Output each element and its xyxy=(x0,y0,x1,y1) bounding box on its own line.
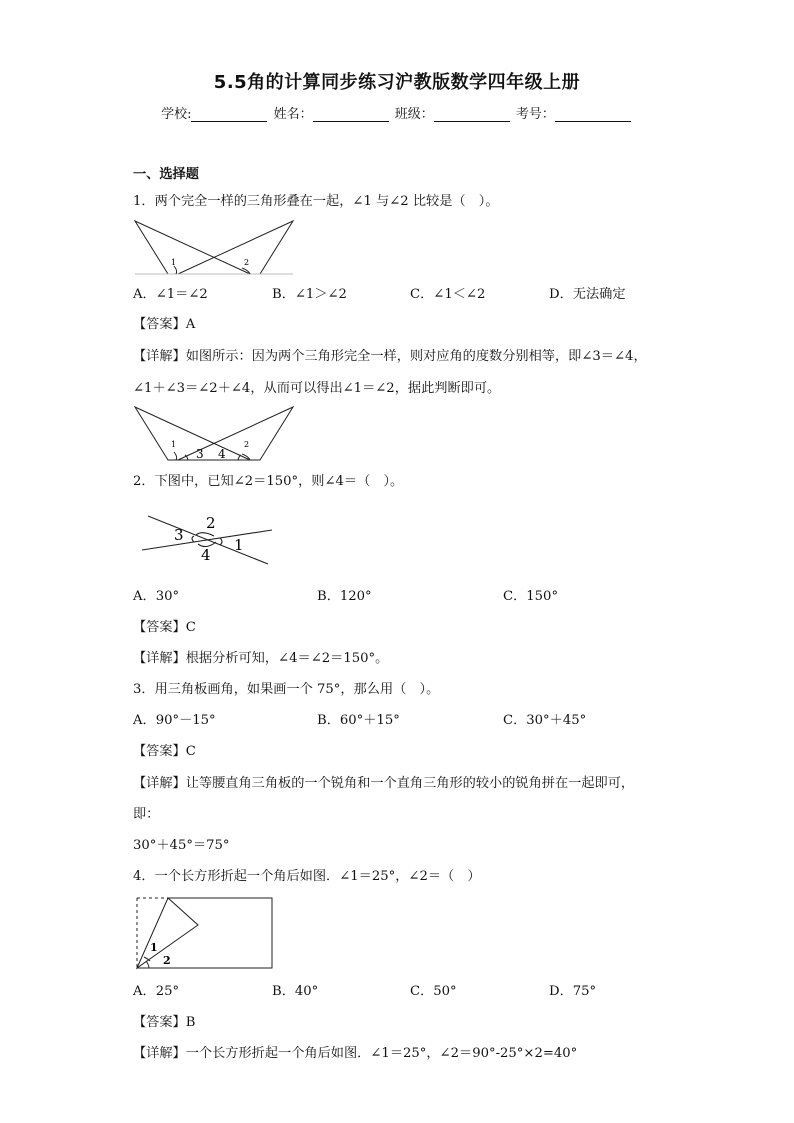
q1-detail-line-2: ∠1＋∠3＝∠2＋∠4，从而可以得出∠1＝∠2，据此判断即可。 xyxy=(133,381,501,396)
q2-option-b: B．120° xyxy=(317,589,372,604)
school-label: 学校: xyxy=(161,107,192,122)
q1-option-c: C．∠1＜∠2 xyxy=(410,287,486,302)
student-info-line xyxy=(0,103,794,122)
q4-fig-label-2: 2 xyxy=(163,954,171,967)
number-blank xyxy=(555,107,631,122)
q2-fig-label-4: 4 xyxy=(201,546,211,564)
q4-fig-label-1: 1 xyxy=(150,941,158,954)
number-label: 考号： xyxy=(515,107,555,122)
q1-figure xyxy=(130,216,300,278)
q2-stem: 2．下图中，已知∠2＝150°，则∠4＝（ ）。 xyxy=(133,474,404,489)
q4-option-a: A．25° xyxy=(133,984,180,999)
q2-fig-label-2: 2 xyxy=(206,514,216,532)
q1-fig2-label-4: 4 xyxy=(218,447,226,461)
q2-figure xyxy=(138,508,278,568)
q1-fig2-label-2: 2 xyxy=(244,440,250,449)
q4-option-d: D．75° xyxy=(549,984,597,999)
q2-option-c: C．150° xyxy=(503,589,559,604)
q1-fig-label-2: 2 xyxy=(244,258,250,267)
q2-answer: 【答案】C xyxy=(133,620,196,635)
name-label: 姓名： xyxy=(273,107,313,122)
q1-answer: 【答案】A xyxy=(133,317,196,332)
q2-fig-label-3: 3 xyxy=(174,526,184,544)
q1-option-d: D．无法确定 xyxy=(549,287,626,302)
q4-option-b: B．40° xyxy=(272,984,319,999)
q1-detail-line-1: 【详解】如图所示：因为两个三角形完全一样，则对应角的度数分别相等，即∠3＝∠4， xyxy=(133,349,647,364)
q3-option-a: A．90°－15° xyxy=(133,713,216,728)
page-title: 5.5角的计算同步练习沪教版数学四年级上册 xyxy=(213,72,581,93)
q3-detail-line-3: 30°＋45°＝75° xyxy=(133,838,230,853)
q3-option-b: B．60°＋15° xyxy=(317,713,400,728)
q3-detail-line-2: 即： xyxy=(133,807,160,822)
q3-stem: 3．用三角板画角，如果画一个 75°，那么用（ ）。 xyxy=(133,682,440,697)
q1-detail-figure xyxy=(130,402,300,464)
school-blank xyxy=(191,107,267,122)
q1-stem: 1．两个完全一样的三角形叠在一起，∠1 与∠2 比较是（ ）。 xyxy=(133,194,499,209)
q1-fig-label-1: 1 xyxy=(171,258,177,267)
q3-detail-line-1: 【详解】让等腰直角三角板的一个锐角和一个直角三角形的较小的锐角拼在一起即可， xyxy=(133,776,635,791)
q3-answer: 【答案】C xyxy=(133,744,196,759)
q2-detail: 【详解】根据分析可知，∠4＝∠2＝150°。 xyxy=(133,651,389,666)
q1-option-a: A．∠1＝∠2 xyxy=(133,287,208,302)
q4-figure xyxy=(132,895,277,973)
q4-stem: 4．一个长方形折起一个角后如图．∠1＝25°，∠2＝（ ） xyxy=(133,869,481,884)
q2-option-a: A．30° xyxy=(133,589,180,604)
q1-fig2-label-1: 1 xyxy=(171,440,177,449)
q2-fig-label-1: 1 xyxy=(234,536,244,554)
class-blank xyxy=(434,107,510,122)
q1-option-b: B．∠1＞∠2 xyxy=(272,287,347,302)
name-blank xyxy=(313,107,389,122)
q1-fig2-label-3: 3 xyxy=(196,447,204,461)
class-label: 班级： xyxy=(394,107,434,122)
q4-answer: 【答案】B xyxy=(133,1015,196,1030)
section-heading: 一、选择题 xyxy=(133,167,199,182)
q4-option-c: C．50° xyxy=(410,984,457,999)
q3-option-c: C．30°＋45° xyxy=(503,713,587,728)
q4-detail: 【详解】一个长方形折起一个角后如图．∠1＝25°，∠2＝90°-25°×2=40° xyxy=(133,1046,578,1061)
